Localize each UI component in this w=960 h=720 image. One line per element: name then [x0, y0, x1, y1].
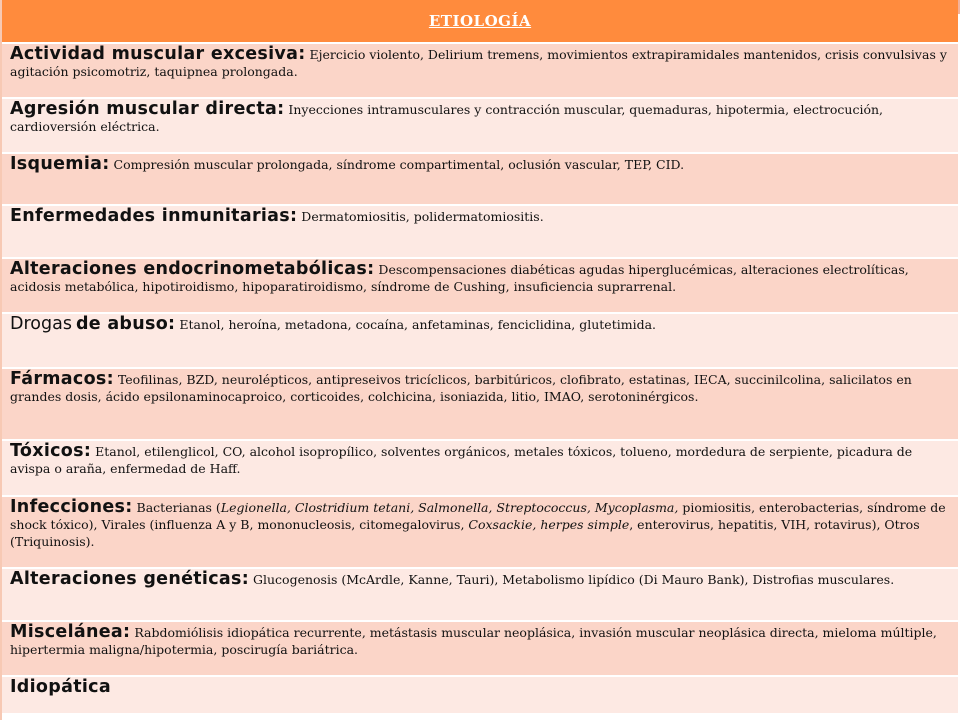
- row-description: Etanol, etilenglicol, CO, alcohol isopropílico, solventes orgánicos, metales tóxicos, tolueno, mordedura de serpiente, picadura de avispa o araña, enfermedad de Haff.: [10, 444, 913, 476]
- row-drogas-de-abuso: [2, 313, 958, 368]
- row-alteraciones-geneticas: [2, 568, 958, 621]
- row-term: Infecciones:: [10, 497, 133, 517]
- row-description: Ejercicio violento, Delirium tremens, movimientos extrapiramidales mantenidos, crisis convulsivas y agitación psicomotriz, taquipnea prolongada.: [10, 47, 947, 79]
- row-term: Idiopática: [10, 677, 111, 697]
- row-isquemia: [2, 153, 958, 205]
- row-description: Inyecciones intramusculares y contracción muscular, quemaduras, hipotermia, electrocución, cardioversión eléctrica.: [10, 102, 883, 134]
- row-description: Rabdomiólisis idiopática recurrente, metástasis muscular neoplásica, invasión muscular neoplásica directa, mieloma múltiple, hipertermia maligna/hipotermia, poscirugía bariátrica.: [10, 625, 937, 657]
- row-term: Agresión muscular directa:: [10, 99, 285, 119]
- row-description: [10, 500, 946, 549]
- row-term: Miscelánea:: [10, 622, 131, 642]
- row-term: Isquemia:: [10, 154, 110, 174]
- row-description: Glucogenosis (McArdle, Kanne, Tauri), Metabolismo lipídico (Di Mauro Bank), Distrofias musculares.: [253, 572, 895, 587]
- row-description: Descompensaciones diabéticas agudas hiperglucémicas, alteraciones electrolíticas, acidosis metabólica, hipotiroidismo, hipoparatiroidismo, síndrome de Cushing, insuficiencia suprarrenal.: [10, 262, 909, 294]
- table-cell: [2, 568, 958, 621]
- row-farmacos: [2, 368, 958, 440]
- row-enfermedades-inmunitarias: [2, 205, 958, 258]
- table-cell: [2, 496, 958, 568]
- desc-part-italic: Legionella, Clostridium tetani, Salmonella, Streptococcus, Mycoplasma,: [220, 500, 679, 515]
- desc-part: Bacterianas (: [136, 500, 221, 515]
- row-idiopatica: [2, 676, 958, 714]
- row-description: Compresión muscular prolongada, síndrome compartimental, oclusión vascular, TEP, CID.: [113, 157, 685, 172]
- row-term: de abuso:: [75, 314, 176, 334]
- row-term: Enfermedades inmunitarias:: [10, 206, 298, 226]
- table-title: ETIOLOGÍA: [2, 0, 958, 43]
- table-cell: [2, 621, 958, 676]
- row-term-prefix: Drogas: [10, 314, 72, 334]
- row-actividad-muscular: [2, 43, 958, 98]
- row-description: Etanol, heroína, metadona, cocaína, anfetaminas, fenciclidina, glutetimida.: [179, 317, 656, 332]
- row-term: Actividad muscular excesiva:: [10, 44, 306, 64]
- desc-part: piomiositis, enterobacterias, síndrome de shock tóxico), Virales (influenza A y B, mononucleosis, citomegalovirus,: [10, 500, 946, 532]
- desc-part: , enterovirus, hepatitis, VIH, rotavirus), Otros (Triquinosis).: [10, 517, 920, 549]
- row-term: Alteraciones genéticas:: [10, 569, 250, 589]
- table-cell: [2, 258, 958, 313]
- row-alteraciones-endocrinometabolicas: [2, 258, 958, 313]
- table-cell: [2, 98, 958, 153]
- row-miscelanea: [2, 621, 958, 676]
- row-term: Fármacos:: [10, 369, 114, 389]
- row-term: Alteraciones endocrinometabólicas:: [10, 259, 375, 279]
- desc-part-italic: Coxsackie, herpes simple: [468, 517, 630, 532]
- table-cell: [2, 676, 958, 714]
- row-toxicos: [2, 440, 958, 496]
- row-infecciones: [2, 496, 958, 568]
- etiology-table: [2, 0, 958, 715]
- table-header-row: [2, 0, 958, 43]
- table-cell: [2, 205, 958, 258]
- table-cell: [2, 153, 958, 205]
- table-cell: [2, 313, 958, 368]
- row-description: Dermatomiositis, polidermatomiositis.: [301, 209, 544, 224]
- row-description: Teofilinas, BZD, neurolépticos, antipreseivos tricíclicos, barbitúricos, clofibrato, estatinas, IECA, succinilcolina, salicilatos en grandes dosis, ácido epsilonaminocaproico, corticoides, colchicina, isoniazida, litio, IMAO, serotoninérgicos.: [10, 372, 912, 404]
- table-cell: [2, 368, 958, 440]
- row-agresion-muscular: [2, 98, 958, 153]
- table-cell: [2, 440, 958, 496]
- row-term: Tóxicos:: [10, 441, 92, 461]
- table-cell: [2, 43, 958, 98]
